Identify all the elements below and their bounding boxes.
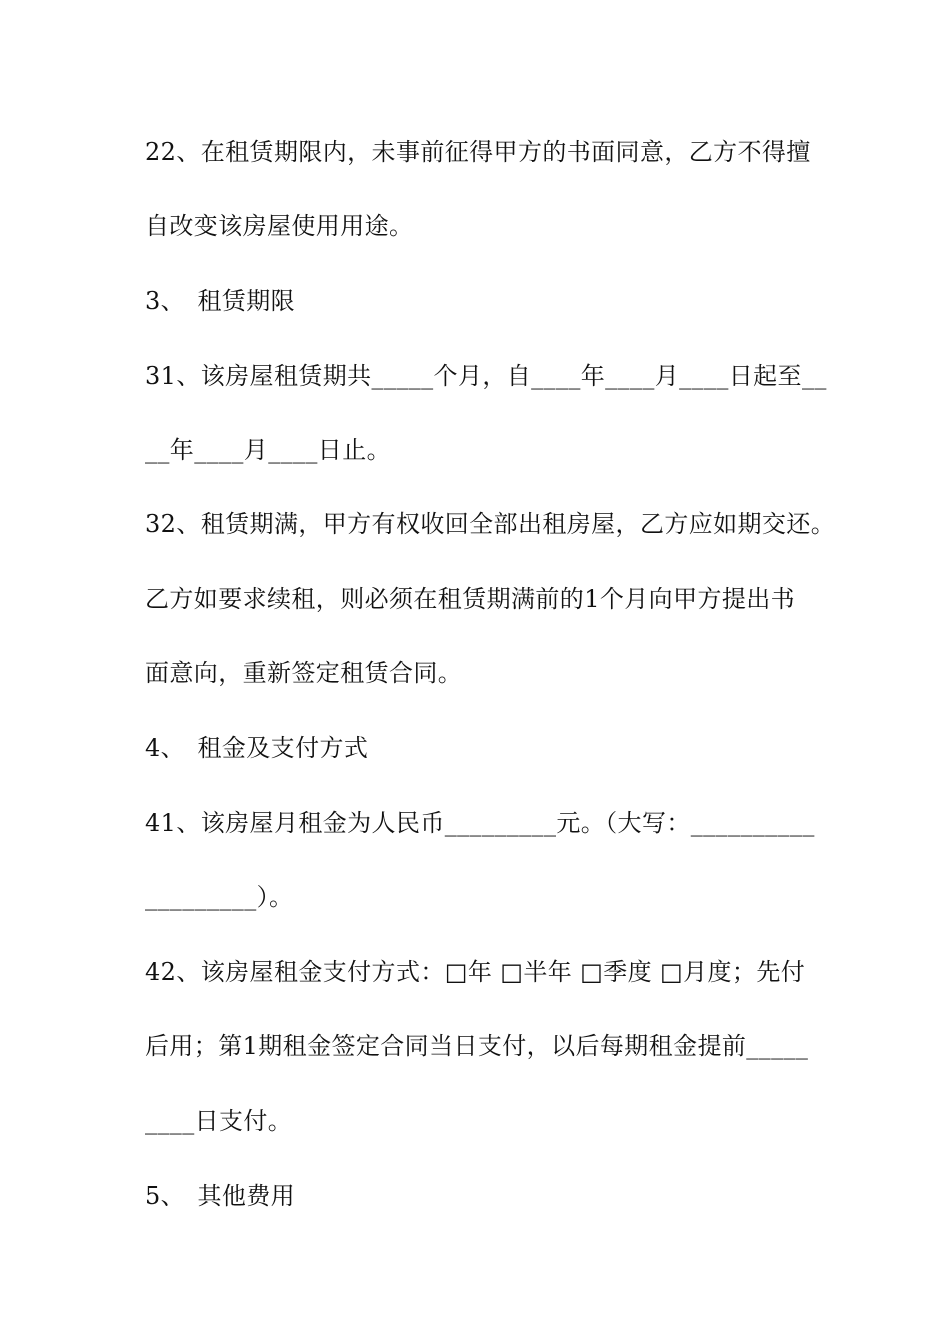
clause-42-line-3: ____日支付。 (145, 1107, 293, 1135)
clause-42-line-2: 后用；第1期租金签定合同当日支付，以后每期租金提前_____ (145, 1032, 809, 1060)
section-5-heading: 5、 其他费用 (145, 1182, 296, 1210)
clause-32-line-3: 面意向，重新签定租赁合同。 (145, 659, 463, 687)
clause-31-line-2: __年____月____日止。 (145, 436, 391, 464)
clause-22-line-1: 22、在租赁期限内，未事前征得甲方的书面同意，乙方不得擅 (145, 138, 811, 166)
clause-41-line-1: 41、该房屋月租金为人民币_________元。（大写：__________ (145, 809, 815, 837)
section-3-heading: 3、 租赁期限 (145, 287, 296, 315)
clause-42-line-1: 42、该房屋租金支付方式：□年 □半年 □季度 □月度；先付 (145, 958, 806, 986)
clause-31-line-1: 31、该房屋租赁期共_____个月，自____年____月____日起至__ (145, 362, 827, 390)
clause-32-line-1: 32、租赁期满，甲方有权收回全部出租房屋，乙方应如期交还。 (145, 510, 836, 538)
clause-41-line-2: _________）。 (145, 883, 294, 911)
clause-32-line-2: 乙方如要求续租，则必须在租赁期满前的1个月向甲方提出书 (145, 585, 796, 613)
section-4-heading: 4、 租金及支付方式 (145, 734, 369, 762)
clause-22-line-2: 自改变该房屋使用用途。 (145, 212, 414, 240)
